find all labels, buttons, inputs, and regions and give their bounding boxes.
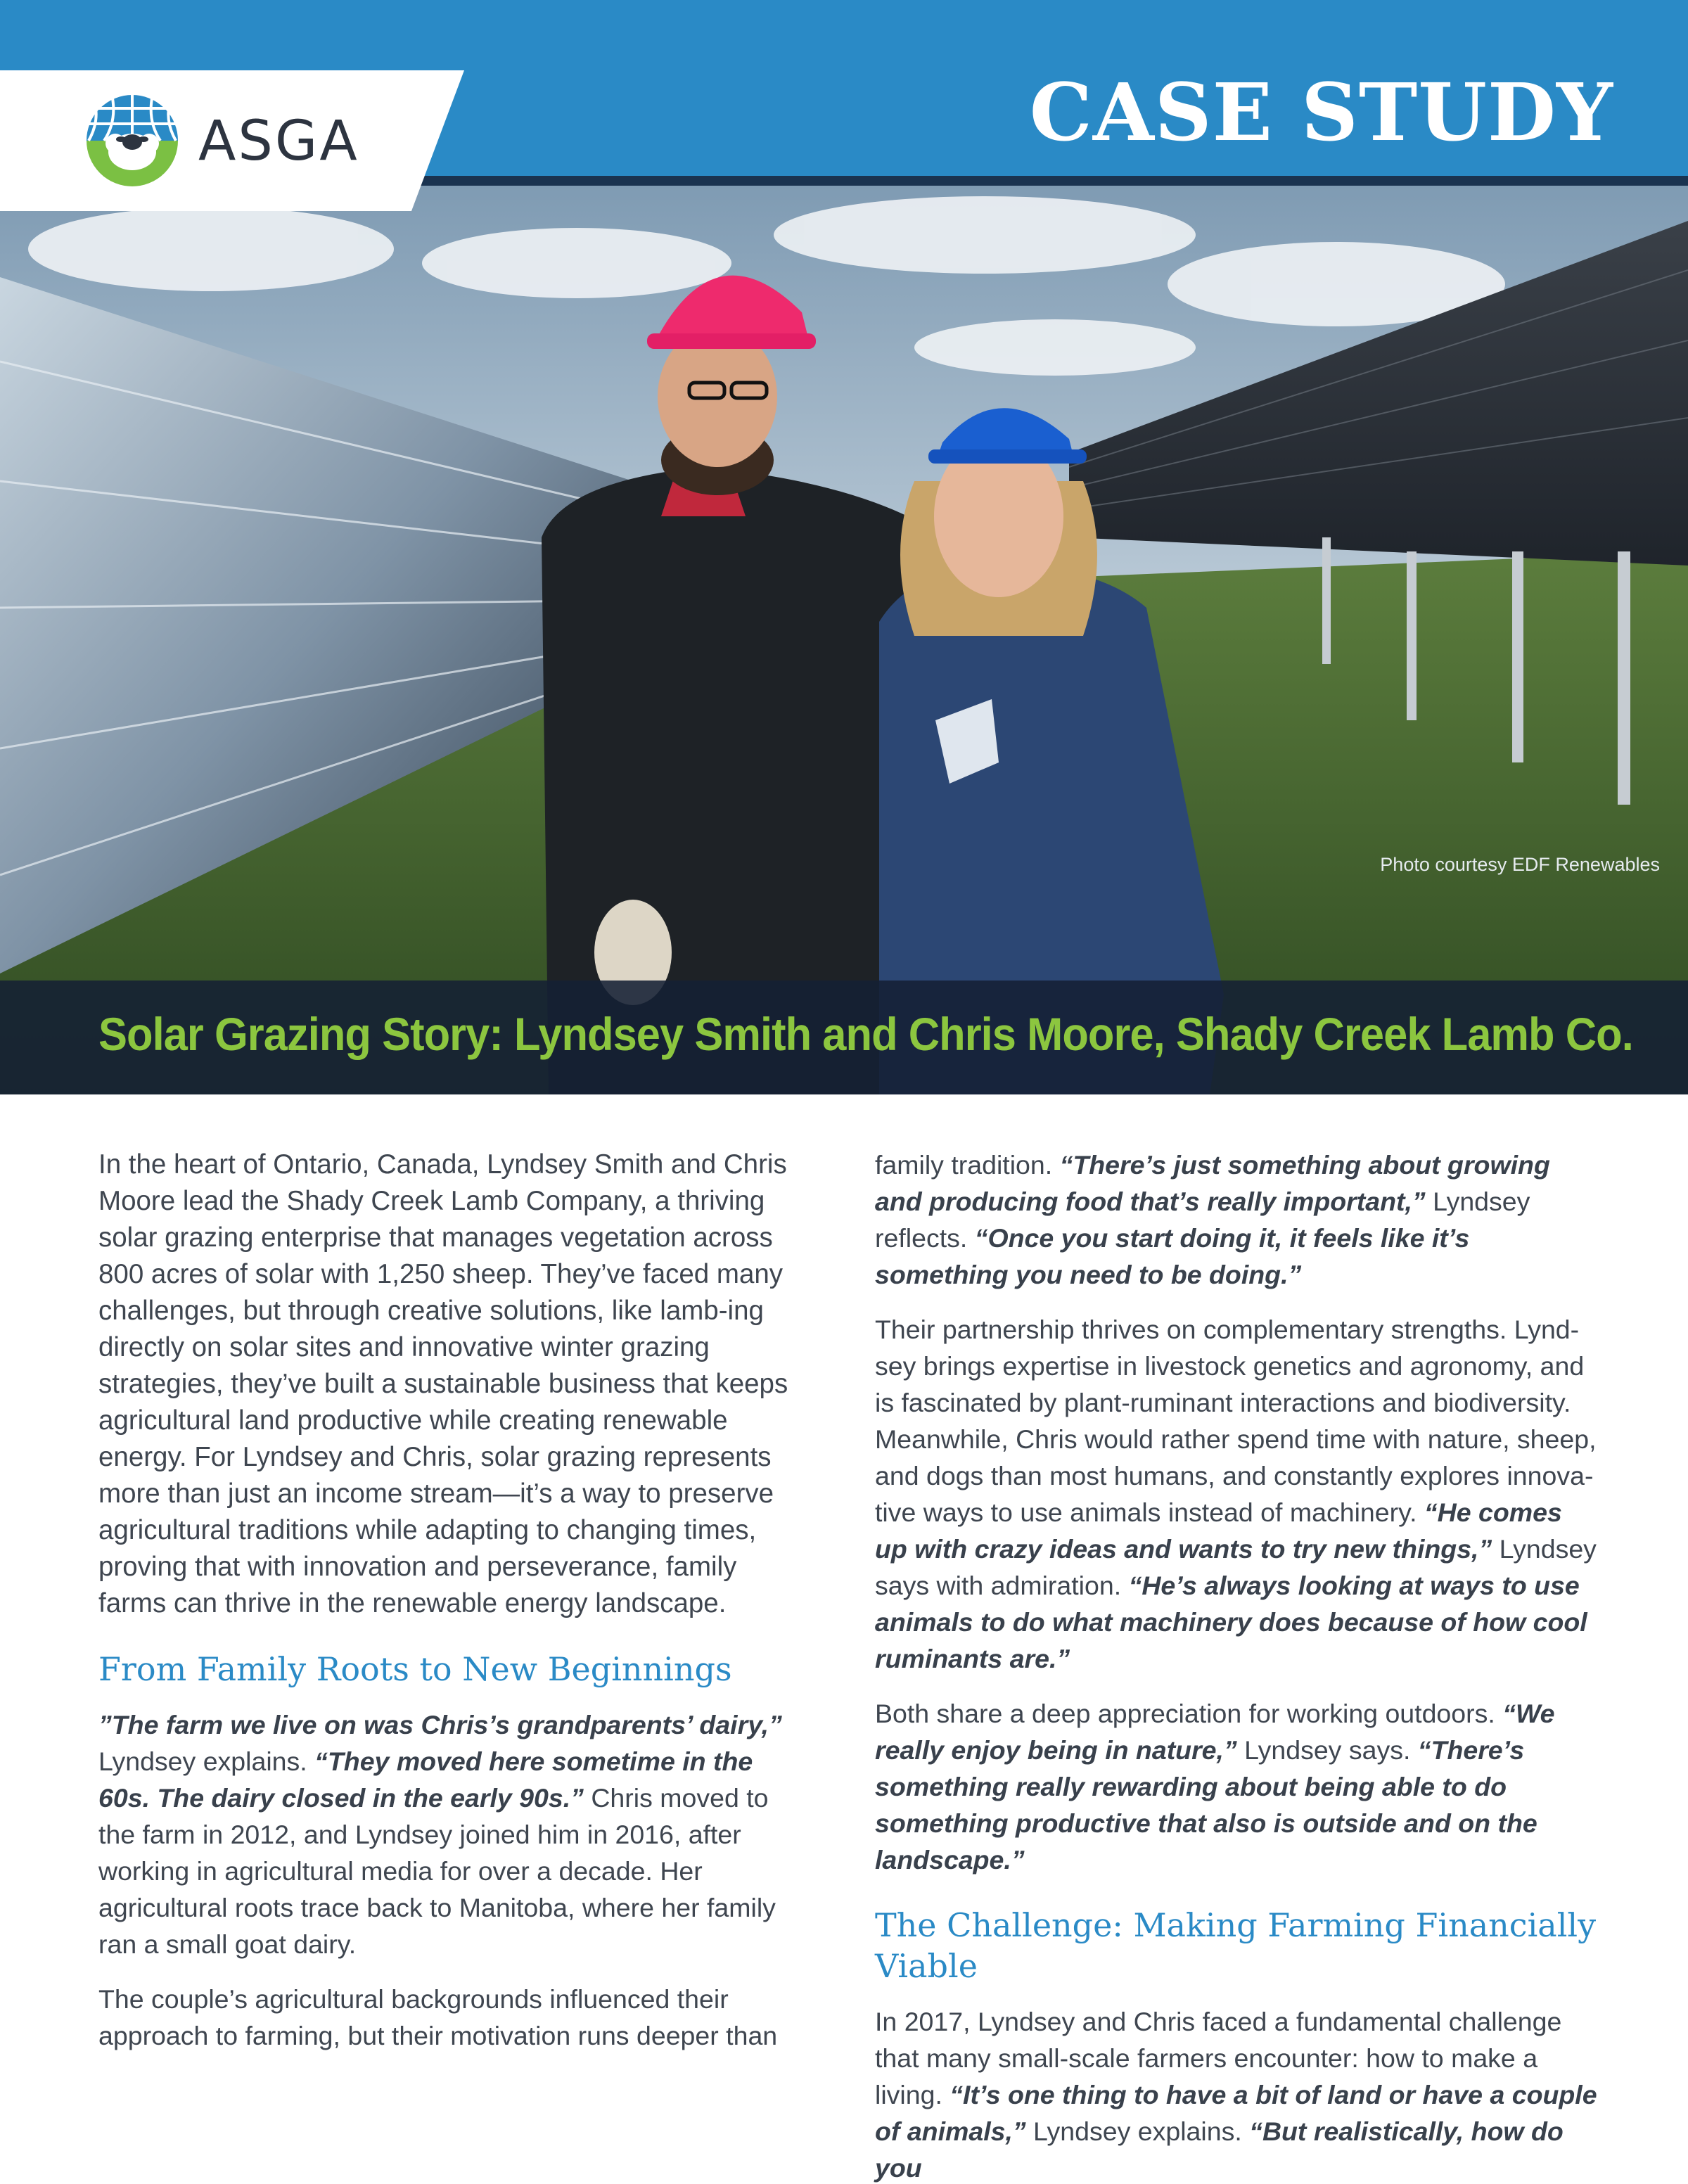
body-text: Lyndsey says. [1236, 1735, 1418, 1765]
logo-panel [0, 70, 464, 211]
quote: “We really enjoy being in nature,” [875, 1699, 1555, 1765]
section-heading-challenge: The Challenge: Making Farming Financially Viable [875, 1906, 1597, 1985]
hero-photo-illustration [0, 186, 1688, 1094]
quote: “There’s just something about growing and producing food that’s really important,” [875, 1150, 1550, 1216]
paragraph-backgrounds: The couple’s agricultural backgrounds influenced their approach to farming, but their motivation runs deeper than [98, 1984, 778, 2050]
page-title: CASE STUDY [1029, 67, 1613, 159]
quote: “There’s something really rewarding about being able to do something productive that also is outside and on the landscape.” [875, 1735, 1537, 1875]
left-column [98, 1147, 809, 2072]
body-text: In 2017, Lyndsey and Chris faced a fundamental challenge that many small-scale farmers encounter: how to make a living. [875, 2007, 1562, 2109]
story-title: Solar Grazing Story: Lyndsey Smith and Chris Moore, Shady Creek Lamb Co. [98, 1008, 1633, 1060]
paragraph-partnership [875, 1311, 1599, 1677]
quote: “But realistically, how do you [875, 2116, 1564, 2183]
intro-paragraph: In the heart of Ontario, Canada, Lyndsey Smith and Chris Moore lead the Shady Creek Lamb Company, a thriving solar grazing enterprise that manages vegetation across 800 acres of solar with 1,250 sheep. They’ve faced many challenges, but through creative solutions, like lamb-ing directly on solar sites and innovative winter grazing strategies, they’ve built a sustainable business that keeps agricultural land productive while creating renewable energy. For Lyndsey and Chris, solar grazing represents more than just an income stream—it’s a way to preserve agricultural traditions while adapting to changing times, proving that with innovation and perseverance, family farms can thrive in the renewable energy landscape. [98, 1149, 788, 1618]
hero-caption-band [0, 981, 1688, 1094]
paragraph-challenge [875, 2003, 1599, 2184]
body-text: Their partnership thrives on complementary strengths. Lynd-sey brings expertise in livestock genetics and agronomy, and is fascinated by plant-ruminant interactions and biodiversity. Meanwhile, Chris would rather spend time with nature, sheep, and dogs than most humans, and constantly explores innova-tive ways to use animals instead of machinery. [875, 1315, 1597, 1527]
body-text: Lyndsey explains. [1025, 2116, 1250, 2146]
asga-logo-icon [83, 91, 181, 190]
quote: “It’s one thing to have a bit of land or have a couple of animals,” [875, 2080, 1597, 2146]
paragraph-farm-history [98, 1706, 809, 1962]
section-heading-family-roots: From Family Roots to New Beginnings [98, 1650, 732, 1688]
paragraph-outdoors [875, 1695, 1599, 1878]
quote: “They moved here sometime in the 60s. The dairy closed in the early 90s.” [98, 1746, 753, 1813]
body-text: Both share a deep appreciation for working outdoors. [875, 1699, 1503, 1728]
quote: “He’s always looking at ways to use animals to do what machinery does because of how cool ruminants are.” [875, 1571, 1587, 1673]
hero-photo [0, 186, 1688, 1094]
body-text: Chris moved to the farm in 2012, and Lyndsey joined him in 2016, after working in agricultural media for over a decade. Her agricultural roots trace back to Manitoba, where her family ran a small goat dairy. [98, 1783, 776, 1959]
logo-wordmark: ASGA [198, 110, 359, 173]
body-text: Lyndsey says with admiration. [875, 1534, 1597, 1600]
photo-credit: Photo courtesy EDF Renewables [1380, 854, 1660, 875]
right-column [875, 1147, 1599, 2184]
body-text: Lyndsey reflects. [875, 1187, 1530, 1253]
quote: “He comes up with crazy ideas and wants to try new things,” [875, 1497, 1562, 1564]
paragraph-family-tradition [875, 1147, 1599, 1293]
body-text: Lyndsey explains. [98, 1746, 315, 1776]
quote: ”The farm we live on was Chris’s grandparents’ dairy,” [98, 1710, 782, 1739]
quote: “Once you start doing it, it feels like it’s something you need to be doing.” [875, 1223, 1470, 1289]
body-text: family tradition. [875, 1150, 1060, 1180]
